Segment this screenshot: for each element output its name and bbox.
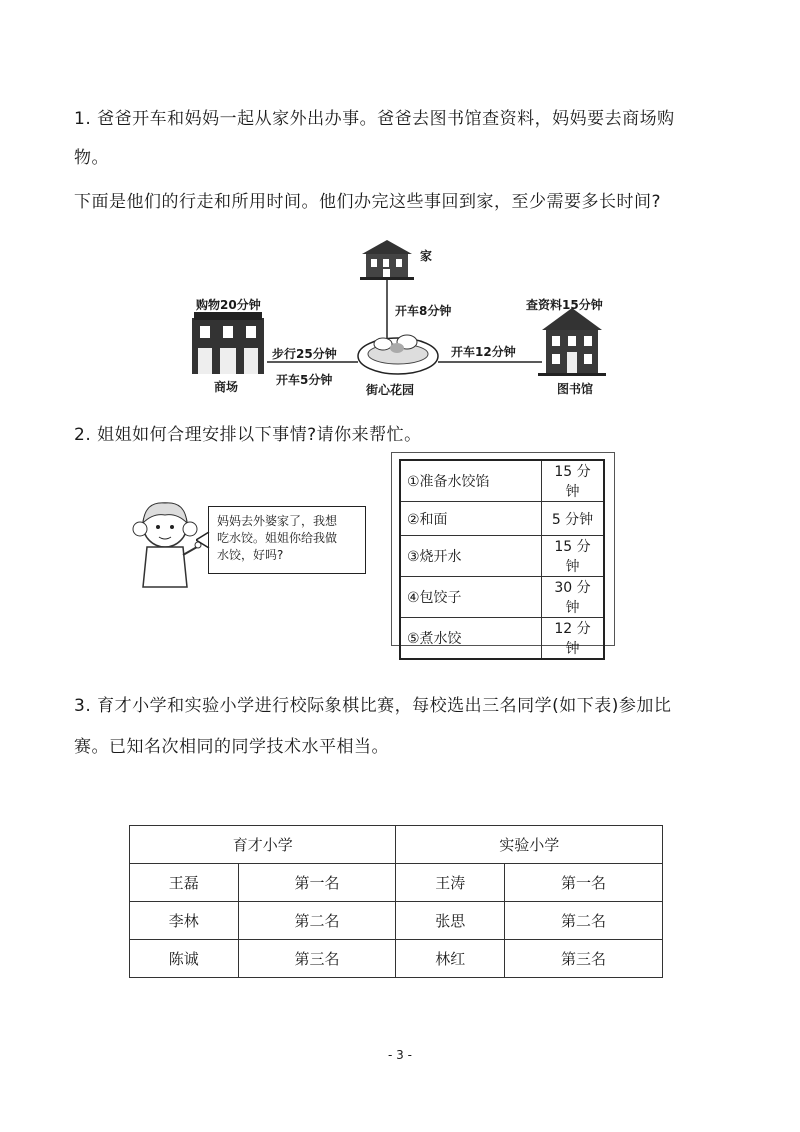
speech-bubble <box>208 506 366 574</box>
school-b-header: 实验小学 <box>396 826 663 864</box>
table-row <box>130 940 663 978</box>
mall-task-label: 购物20分钟 <box>196 298 261 312</box>
library-task-label: 查资料15分钟 <box>526 298 603 312</box>
task-name: ②和面 <box>401 502 542 536</box>
q1-text-line2: 物。 <box>74 148 109 168</box>
student-name: 张思 <box>396 902 505 940</box>
mall-label: 商场 <box>214 380 239 394</box>
student-name: 王涛 <box>396 864 505 902</box>
drive-route-library-label: 开车12分钟 <box>451 345 516 359</box>
q2-title: 2. 姐姐如何合理安排以下事情?请你来帮忙。 <box>74 425 422 445</box>
house-icon <box>360 240 414 280</box>
student-rank: 第二名 <box>505 902 663 940</box>
student-rank: 第一名 <box>505 864 663 902</box>
student-name: 陈诚 <box>130 940 239 978</box>
student-rank: 第一名 <box>238 864 396 902</box>
mall-building-icon <box>192 312 264 374</box>
table-row <box>401 502 603 536</box>
speech-line-2: 吃水饺。姐姐你给我做 <box>217 531 338 545</box>
table-row <box>130 864 663 902</box>
walk-route-label: 步行25分钟 <box>272 347 337 361</box>
home-route-label: 开车8分钟 <box>395 304 452 318</box>
task-time: 15 分钟 <box>542 461 603 502</box>
library-label: 图书馆 <box>557 382 594 396</box>
garden-label: 街心花园 <box>366 383 415 397</box>
student-rank: 第三名 <box>505 940 663 978</box>
table-row <box>401 577 603 618</box>
table-row <box>401 618 603 658</box>
library-building-icon <box>538 308 606 376</box>
q3-text-line2: 赛。已知名次相同的同学技术水平相当。 <box>74 737 389 757</box>
girl-illustration <box>125 495 205 595</box>
table-row <box>401 536 603 577</box>
table-row <box>401 461 603 502</box>
student-name: 李林 <box>130 902 239 940</box>
garden-icon <box>358 335 438 374</box>
q3-text-line1: 3. 育才小学和实验小学进行校际象棋比赛，每校选出三名同学(如下表)参加比 <box>74 696 672 716</box>
student-name: 林红 <box>396 940 505 978</box>
home-label: 家 <box>420 249 433 263</box>
student-rank: 第三名 <box>238 940 396 978</box>
task-time: 30 分钟 <box>542 577 603 618</box>
q1-text-line1: 1. 爸爸开车和妈妈一起从家外出办事。爸爸去图书馆查资料，妈妈要去商场购 <box>74 109 675 129</box>
task-name: ⑤煮水饺 <box>401 618 542 658</box>
task-name: ③烧开水 <box>401 536 542 577</box>
task-name: ①准备水饺馅 <box>401 461 542 502</box>
student-name: 王磊 <box>130 864 239 902</box>
student-rank: 第二名 <box>238 902 396 940</box>
table-header-row <box>130 826 663 864</box>
drive-route-mall-label: 开车5分钟 <box>276 373 333 387</box>
task-table <box>399 459 605 660</box>
task-name: ④包饺子 <box>401 577 542 618</box>
table-row <box>130 902 663 940</box>
chess-table <box>129 825 663 978</box>
page-number: - 3 - <box>388 1048 412 1062</box>
task-time: 15 分钟 <box>542 536 603 577</box>
task-time: 5 分钟 <box>542 502 603 536</box>
q1-question: 下面是他们的行走和所用时间。他们办完这些事回到家，至少需要多长时间? <box>74 192 662 212</box>
speech-line-3: 水饺，好吗? <box>217 548 284 562</box>
task-time: 12 分钟 <box>554 621 591 657</box>
speech-line-1: 妈妈去外婆家了，我想 <box>217 514 338 528</box>
school-a-header: 育才小学 <box>130 826 396 864</box>
